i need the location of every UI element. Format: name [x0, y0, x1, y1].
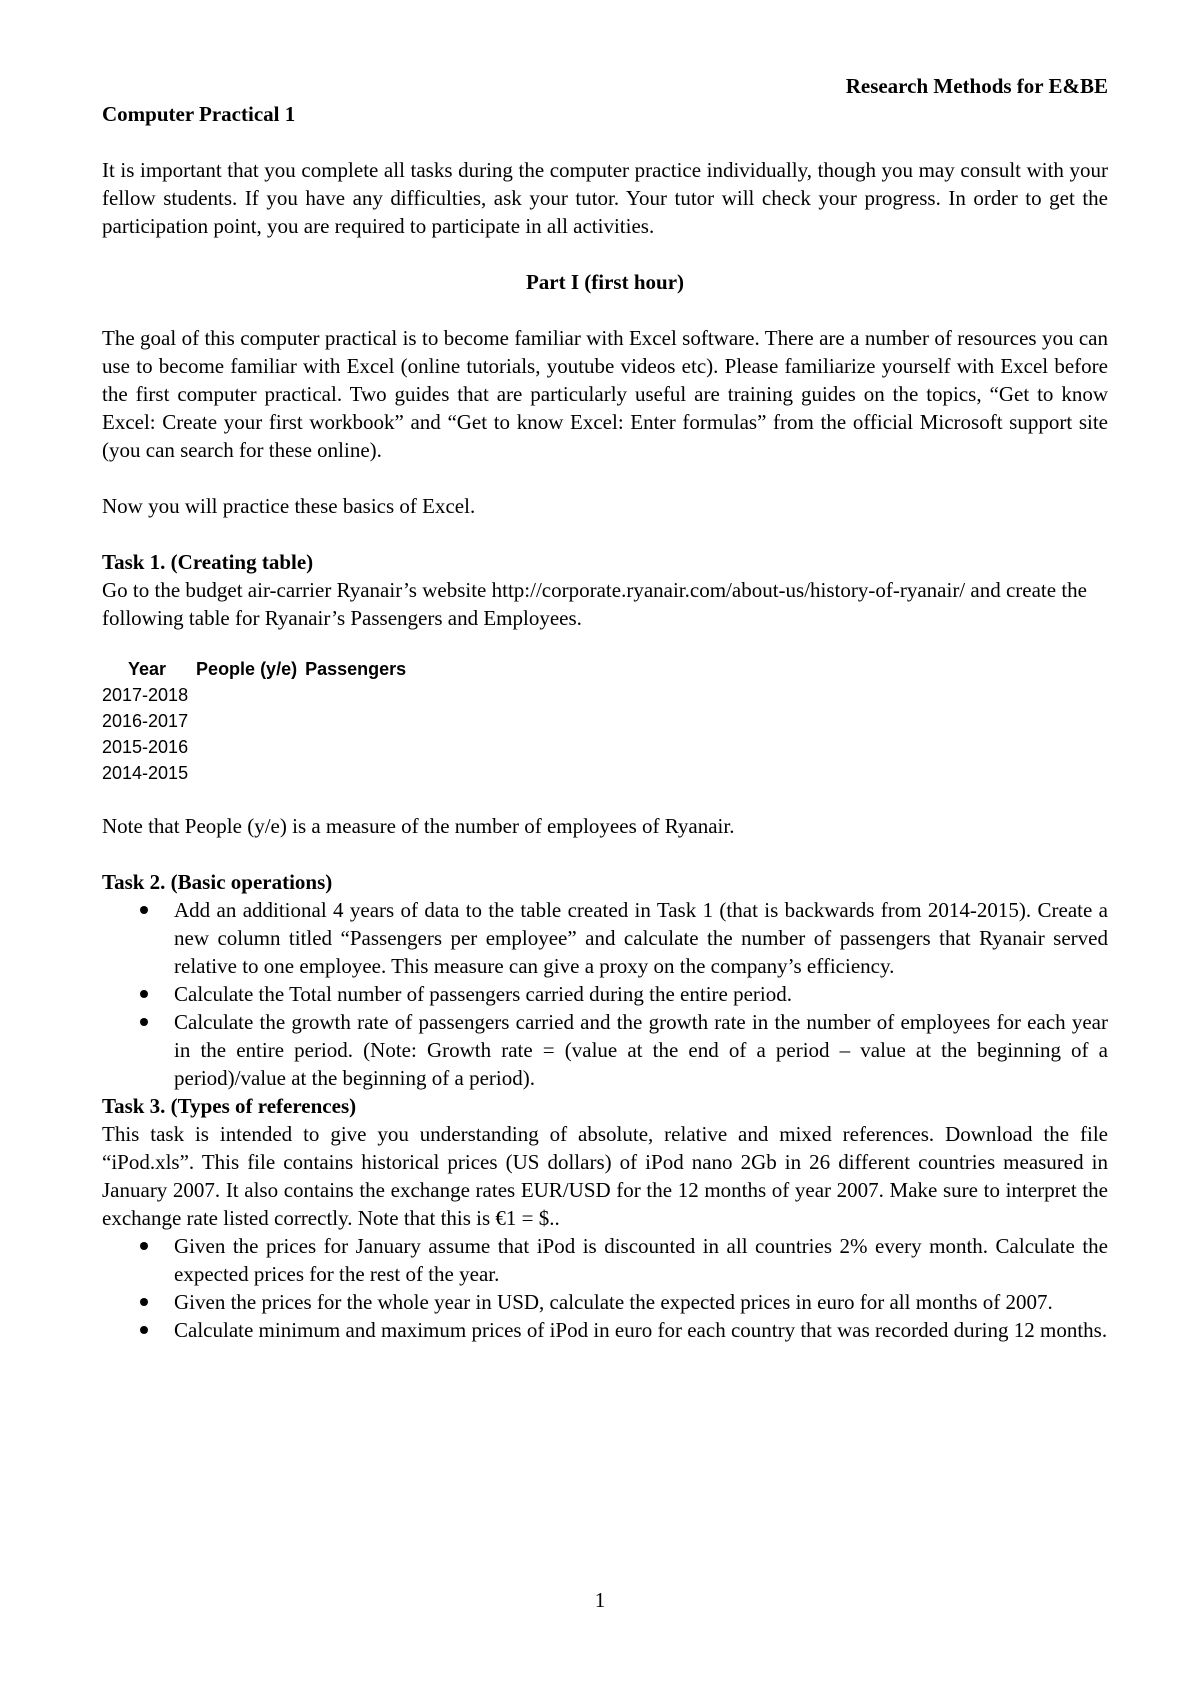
- table-cell-year: 2014-2015: [102, 763, 189, 783]
- part-heading: Part I (first hour): [525, 270, 685, 294]
- list-item: Calculate the growth rate of passengers carried and the growth rate in the number of employees for each year in the entire period. (Note: Growth rate = (value at the end of a period – value at the beginning of a period)/value at the beginning of a period).: [102, 1008, 1108, 1092]
- table-cell-year: 2016-2017: [102, 711, 189, 731]
- course-header: Research Methods for E&BE: [845, 74, 1108, 98]
- table-row: [102, 682, 414, 708]
- intro-paragraph: It is important that you complete all tasks during the computer practice individually, though you may consult with your fellow students. If you have any difficulties, ask your tutor. Your tutor will check your progress. In order to get the participation point, you are required to participate in all activities.: [102, 158, 1108, 238]
- table-header-year: Year: [128, 659, 167, 679]
- task1-heading: Task 1. (Creating table): [102, 550, 314, 574]
- goal-paragraph: The goal of this computer practical is to become familiar with Excel software. There are a number of resources you can use to become familiar with Excel (online tutorials, youtube videos etc). Please familiarize yourself with Excel before the first computer practical. Two guides that are particularly useful are training guides on the topics, “Get to know Excel: Create your first workbook” and “Get to know Excel: Enter formulas” from the official Microsoft support site (you can search for these online).: [102, 326, 1108, 462]
- table-header-people: People (y/e): [196, 659, 298, 679]
- table-row: [102, 760, 414, 786]
- table-cell-year: 2015-2016: [102, 737, 189, 757]
- task3-bullet-list: [102, 1232, 1108, 1344]
- list-item: Given the prices for January assume that iPod is discounted in all countries 2% every month. Calculate the expected prices for the rest of the year.: [102, 1232, 1108, 1288]
- table-header-row: [102, 656, 414, 682]
- task3-heading: Task 3. (Types of references): [102, 1094, 357, 1118]
- task2-bullet-list: [102, 896, 1108, 1092]
- list-item: Calculate the Total number of passengers carried during the entire period.: [102, 980, 1108, 1008]
- page-number: 1: [594, 1588, 606, 1612]
- task2-heading: Task 2. (Basic operations): [102, 870, 333, 894]
- task3-body: This task is intended to give you understanding of absolute, relative and mixed references. Download the file “iPod.xls”. This file contains historical prices (US dollars) of iPod nano 2Gb in 26 different countries measured in January 2007. It also contains the exchange rates EUR/USD for the 12 months of year 2007. Make sure to interpret the exchange rate listed correctly. Note that this is €1 = $..: [102, 1122, 1108, 1230]
- table-row: [102, 708, 414, 734]
- task1-note: Note that People (y/e) is a measure of the number of employees of Ryanair.: [102, 814, 735, 838]
- table-cell-year: 2017-2018: [102, 685, 189, 705]
- task1-body: Go to the budget air-carrier Ryanair’s website http://corporate.ryanair.com/about-us/history-of-ryanair/ and create the following table for Ryanair’s Passengers and Employees.: [102, 578, 1087, 630]
- table-row: [102, 734, 414, 760]
- list-item: Add an additional 4 years of data to the table created in Task 1 (that is backwards from 2014-2015). Create a new column titled “Passengers per employee” and calculate the number of passengers that Ryanair served relative to one employee. This measure can give a proxy on the company’s efficiency.: [102, 896, 1108, 980]
- list-item: Calculate minimum and maximum prices of iPod in euro for each country that was recorded during 12 months.: [102, 1316, 1108, 1344]
- document-page: [102, 72, 1108, 1344]
- list-item: Given the prices for the whole year in USD, calculate the expected prices in euro for all months of 2007.: [102, 1288, 1108, 1316]
- practice-paragraph: Now you will practice these basics of Excel.: [102, 494, 476, 518]
- ryanair-table: [102, 656, 414, 786]
- document-title: Computer Practical 1: [102, 102, 296, 126]
- table-header-passengers: Passengers: [305, 659, 407, 679]
